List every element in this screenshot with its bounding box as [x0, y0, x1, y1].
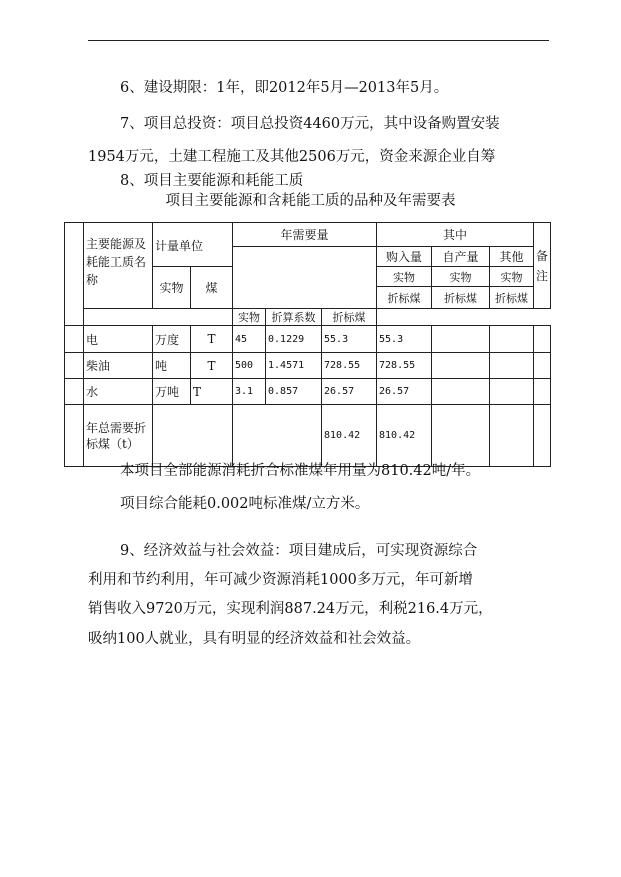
header-annual-physical: 实物 — [233, 309, 266, 326]
paragraph-investment-line1: 7、项目总投资：项目总投资4460万元，其中设备购置安装 — [120, 116, 500, 132]
table-header-row — [65, 223, 551, 247]
header-self-coal: 折标煤 — [432, 287, 490, 309]
row-purchased: 55.3 — [377, 326, 432, 353]
header-annual-blank — [233, 247, 377, 309]
total-purchased: 810.42 — [377, 405, 432, 467]
row-self — [432, 379, 490, 405]
row-physical: 45 — [233, 326, 266, 353]
header-annual-factor: 折算系数 — [266, 309, 322, 326]
table-row — [65, 326, 551, 353]
row-physical: 3.1 — [233, 379, 266, 405]
row-name: 水 — [84, 379, 153, 405]
row-unit: 万度 — [153, 326, 191, 353]
row-unit: 吨 — [153, 353, 191, 379]
table-total-row — [65, 405, 551, 467]
benefits-line3: 销售收入9720万元，实现利润887.24万元，利税216.4万元， — [88, 601, 493, 617]
header-self-physical: 实物 — [432, 267, 490, 287]
header-purchased: 购入量 — [377, 247, 432, 267]
row-remark — [534, 353, 551, 379]
benefits-line2: 利用和节约利用，年可减少资源消耗1000多万元，年可新增 — [88, 572, 473, 588]
summary-comprehensive: 项目综合能耗0.002吨标准煤/立方米。 — [120, 496, 370, 512]
row-name: 柴油 — [84, 353, 153, 379]
row-coal-unit: T — [191, 326, 233, 353]
header-other: 其他 — [490, 247, 534, 267]
table-header-spacer — [65, 309, 551, 326]
row-purchased: 26.57 — [377, 379, 432, 405]
total-self — [432, 405, 490, 467]
total-other — [490, 405, 534, 467]
row-factor: 1.4571 — [266, 353, 322, 379]
row-coal-unit: T — [191, 379, 233, 405]
row-coal-unit: T — [191, 353, 233, 379]
paragraph-energy-heading: 8、项目主要能源和耗能工质 — [120, 173, 304, 189]
header-annual-coal: 折标煤 — [322, 309, 377, 326]
header-remark: 备注 — [534, 223, 551, 309]
total-coal: 810.42 — [322, 405, 377, 467]
row-physical: 500 — [233, 353, 266, 379]
header-annual: 年需要量 — [233, 223, 377, 247]
paragraph-construction-period: 6、建设期限：1年，即2012年5月—2013年5月。 — [120, 80, 449, 96]
row-other — [490, 379, 534, 405]
paragraph-investment-line2: 1954万元，土建工程施工及其他2506万元，资金来源企业自筹 — [88, 149, 496, 165]
summary-annual-coal: 本项目全部能源消耗折合标准煤年用量为810.42吨/年。 — [120, 463, 481, 479]
row-coal: 55.3 — [322, 326, 377, 353]
benefits-line4: 吸纳100人就业，具有明显的经济效益和社会效益。 — [88, 631, 421, 647]
table-title: 项目主要能源和含耗能工质的品种及年需要表 — [165, 193, 456, 209]
margin-cell — [65, 405, 84, 467]
spacer-cell — [84, 309, 233, 326]
row-other — [490, 353, 534, 379]
header-self: 自产量 — [432, 247, 490, 267]
header-purchased-physical: 实物 — [377, 267, 432, 287]
row-self — [432, 353, 490, 379]
header-unit-physical: 实物 — [153, 267, 191, 309]
header-among: 其中 — [377, 223, 534, 247]
total-remark — [534, 405, 551, 467]
header-rule — [88, 40, 549, 41]
row-coal: 26.57 — [322, 379, 377, 405]
row-factor: 0.857 — [266, 379, 322, 405]
table-row — [65, 379, 551, 405]
total-unit-blank — [153, 405, 233, 467]
header-name: 主要能源及耗能工质名称 — [84, 223, 153, 309]
margin-cell — [65, 326, 84, 353]
benefits-line1: 9、经济效益与社会效益：项目建成后，可实现资源综合 — [120, 543, 478, 559]
energy-table — [64, 222, 551, 467]
header-unit: 计量单位 — [153, 223, 233, 267]
row-remark — [534, 326, 551, 353]
header-other-physical: 实物 — [490, 267, 534, 287]
header-purchased-coal: 折标煤 — [377, 287, 432, 309]
total-physical-blank — [233, 405, 322, 467]
total-label: 年总需要折标煤（t） — [84, 405, 153, 467]
header-other-coal: 折标煤 — [490, 287, 534, 309]
margin-cell — [65, 379, 84, 405]
table-row — [65, 353, 551, 379]
row-factor: 0.1229 — [266, 326, 322, 353]
row-purchased: 728.55 — [377, 353, 432, 379]
margin-cell — [65, 353, 84, 379]
row-coal: 728.55 — [322, 353, 377, 379]
row-self — [432, 326, 490, 353]
spacer-cell-2 — [377, 309, 551, 326]
header-unit-coal: 煤 — [191, 267, 233, 309]
row-unit: 万吨 — [153, 379, 191, 405]
row-other — [490, 326, 534, 353]
table-left-margin-cell — [65, 223, 84, 326]
row-remark — [534, 379, 551, 405]
row-name: 电 — [84, 326, 153, 353]
